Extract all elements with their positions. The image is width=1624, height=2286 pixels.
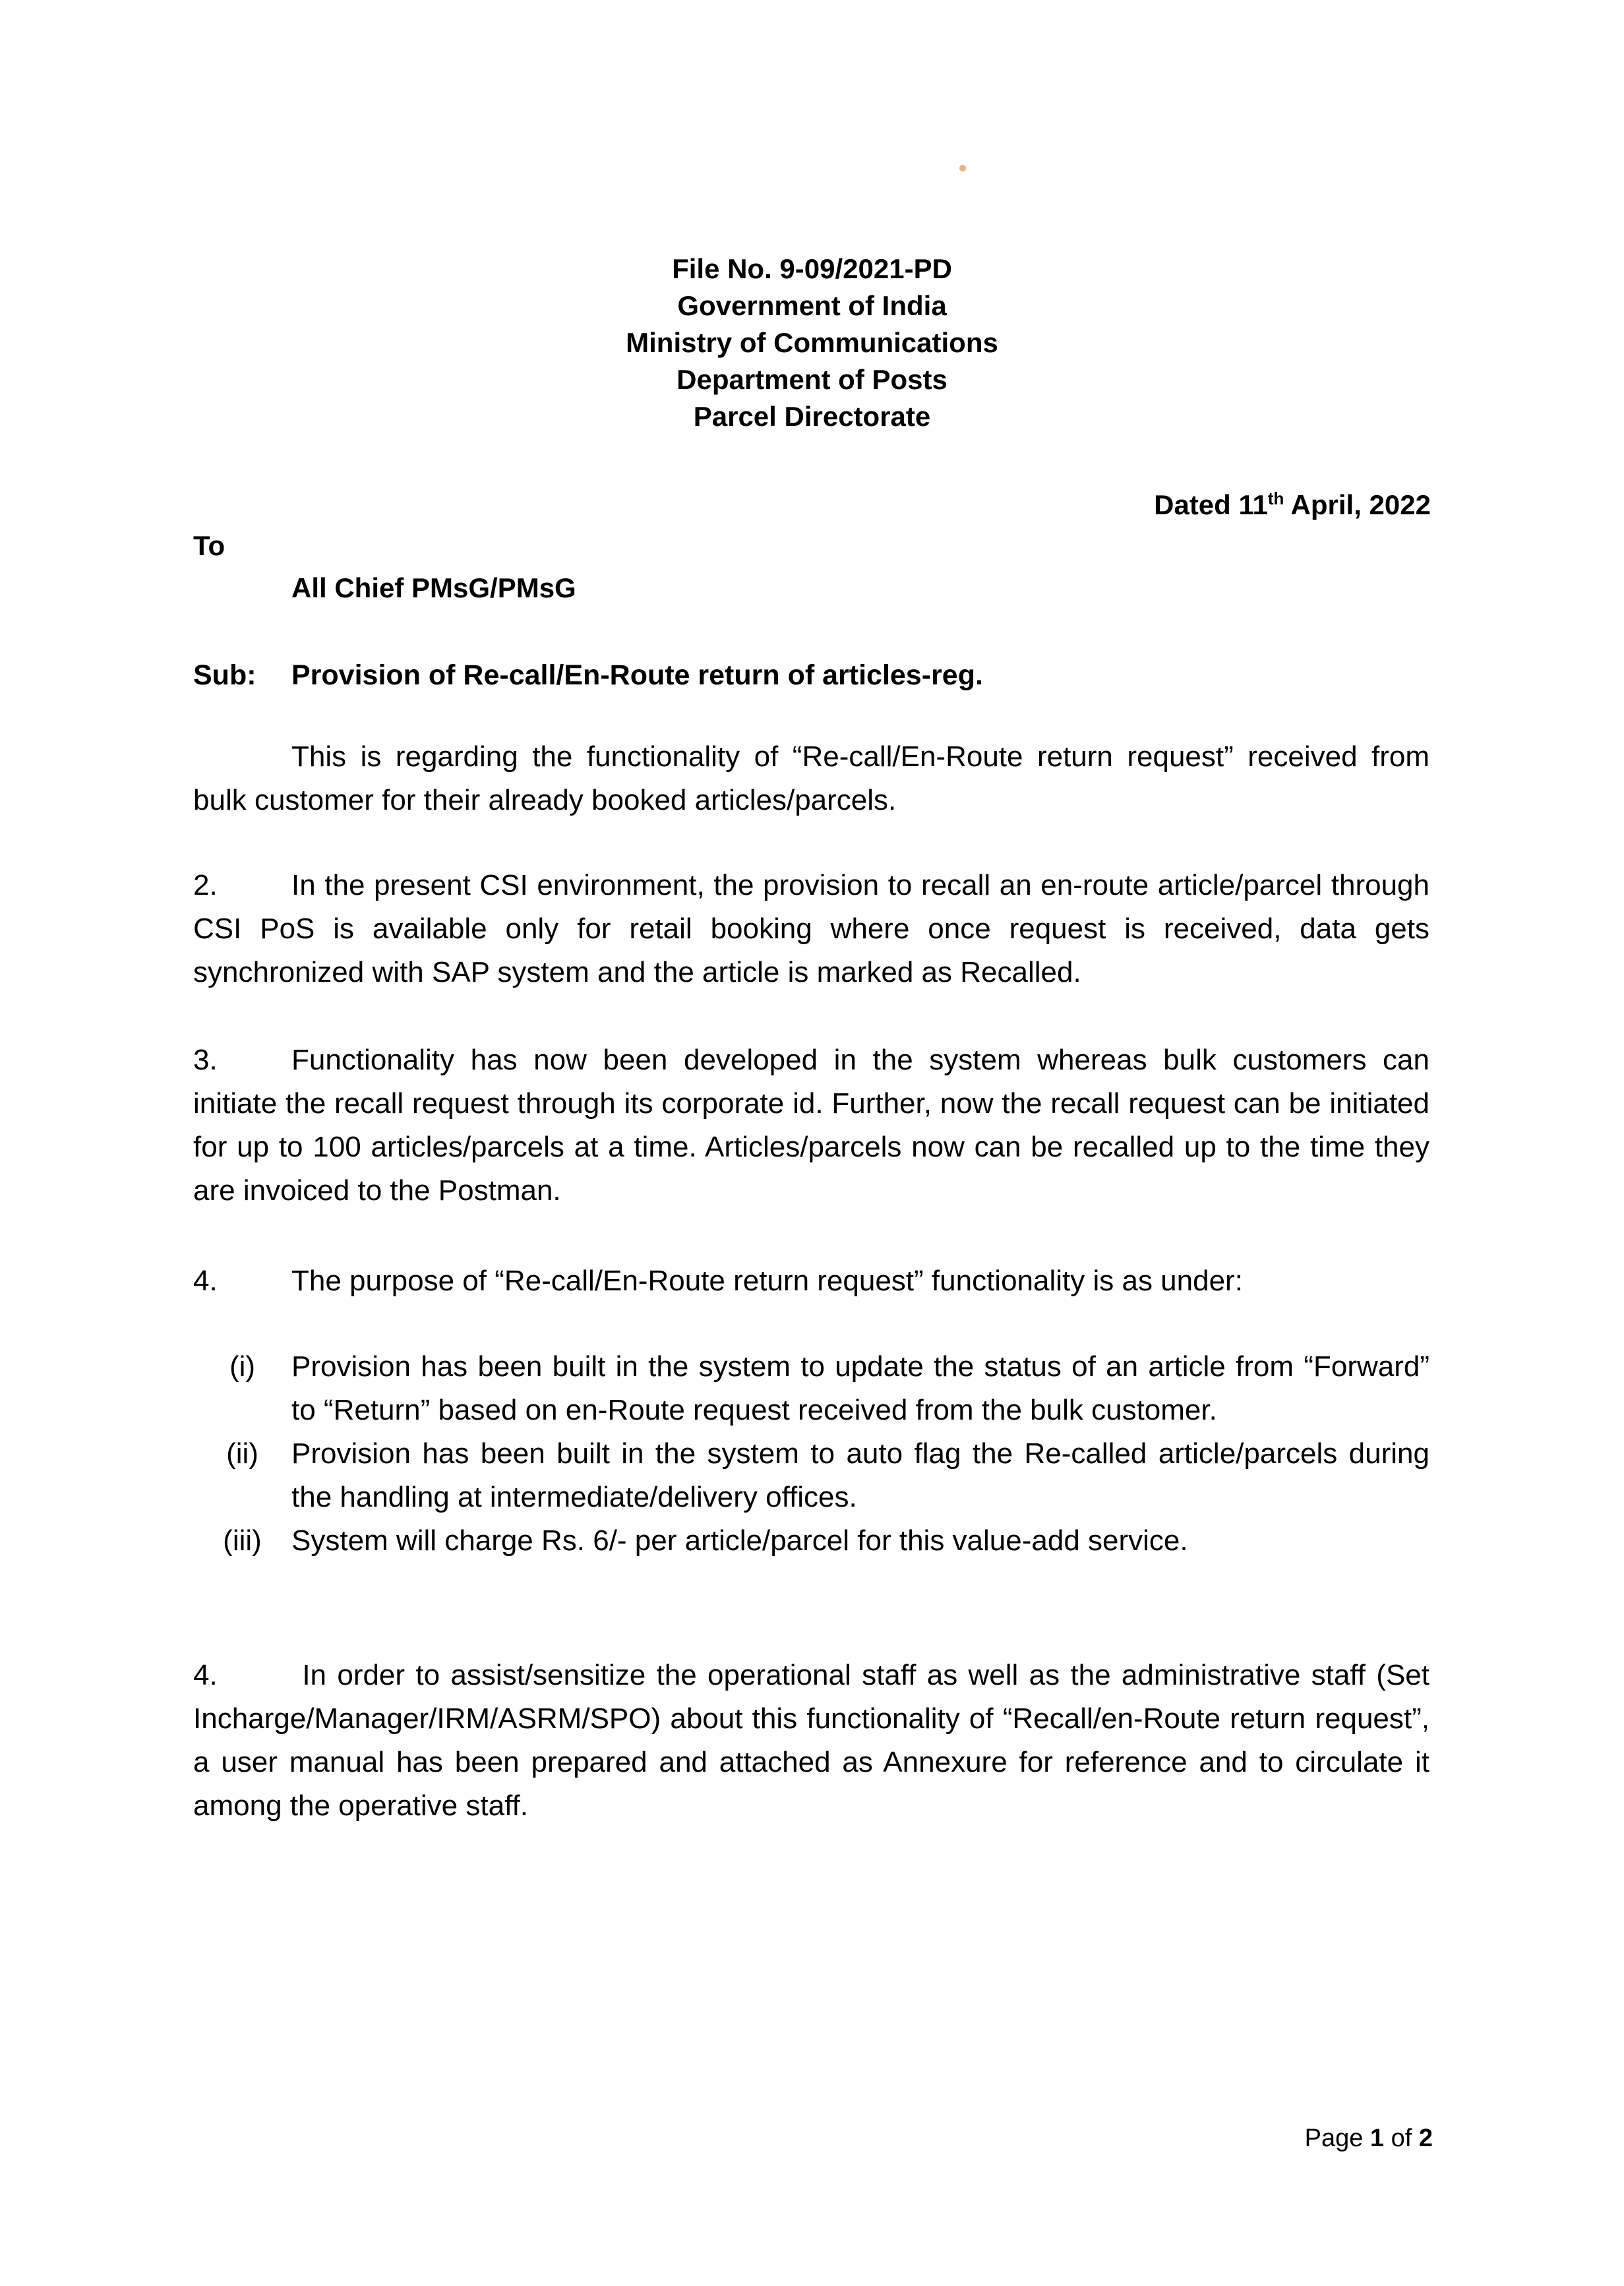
list-item-text: System will charge Rs. 6/- per article/parcel for this value-add service.: [291, 1524, 1188, 1557]
list-item: [193, 1519, 1429, 1563]
paragraph-text: In order to assist/sensitize the operational staff as well as the administrative staff (Set Incharge/Manager/IRM/ASRM/SPO) about this functionality of “Recall/en-Route return request”, a user manual has been prepared and attached as Annexure for reference and to circulate it among the operative staff.: [193, 1659, 1429, 1822]
list-item: [193, 1345, 1429, 1432]
page-current: 1: [1369, 2124, 1385, 2152]
paragraph-5: [193, 1654, 1429, 1828]
list-item: [193, 1432, 1429, 1519]
list-item-numeral: (iii): [223, 1524, 262, 1557]
date-prefix: Dated 11: [1154, 489, 1268, 520]
page-total: 2: [1418, 2124, 1433, 2152]
paragraph-text: The purpose of “Re-call/En-Route return request” functionality is as under:: [291, 1265, 1243, 1297]
paragraph-number: 2.: [193, 869, 218, 901]
paragraph-2: [193, 864, 1429, 994]
paragraph-text: This is regarding the functionality of “Re-call/En-Route return request” received from bulk customer for their already booked articles/parcels.: [193, 740, 1429, 816]
date-ordinal: th: [1267, 489, 1284, 508]
list-item-text: Provision has been built in the system to auto flag the Re-called article/parcels during the handling at intermediate/delivery offices.: [291, 1437, 1429, 1513]
paragraph-text: Functionality has now been developed in the system whereas bulk customers can initiate the recall request through its corporate id. Further, now the recall request can be initiated for up to 100 articles/parcels at a time. Articles/parcels now can be recalled up to the time they are invoiced to the Postman.: [193, 1044, 1429, 1207]
page-word: Page: [1304, 2124, 1370, 2152]
letter-heading: [0, 251, 1624, 435]
list-item-numeral: (i): [229, 1350, 256, 1383]
file-number: File No. 9-09/2021-PD: [672, 253, 952, 284]
addressee: All Chief PMsG/PMsG: [291, 572, 576, 603]
paragraph-1: [193, 735, 1429, 822]
paragraph-number: 4.: [193, 1659, 218, 1691]
page-number: [1305, 2122, 1433, 2155]
list-item-numeral: (ii): [226, 1437, 258, 1470]
paragraph-4-intro: [193, 1259, 1429, 1303]
list-item-text: Provision has been built in the system to update the status of an article from “Forward” to “Return” based on en-Route request received from the bulk customer.: [291, 1350, 1429, 1426]
subject-label: Sub:: [193, 659, 256, 691]
subject-text: Provision of Re-call/En-Route return of articles-reg.: [291, 659, 983, 691]
ministry-name: Ministry of Communications: [626, 327, 998, 358]
subject-line: [193, 656, 983, 694]
to-label: To: [193, 530, 226, 561]
paper-speck: [959, 165, 966, 171]
date-suffix: April, 2022: [1284, 489, 1431, 520]
department-name: Department of Posts: [677, 364, 947, 395]
paragraph-text: In the present CSI environment, the provision to recall an en-route article/parcel through CSI PoS is available only for retail booking where once request is received, data gets synchronized with SAP system and the article is marked as Recalled.: [193, 869, 1429, 988]
paragraph-3: [193, 1038, 1429, 1213]
paragraph-number: 4.: [193, 1265, 218, 1297]
paragraph-number: 3.: [193, 1044, 218, 1076]
directorate-name: Parcel Directorate: [693, 401, 931, 432]
page-of-word: of: [1384, 2124, 1419, 2152]
purpose-list: [193, 1345, 1429, 1563]
government-name: Government of India: [677, 290, 947, 321]
date-line: [1154, 487, 1431, 524]
